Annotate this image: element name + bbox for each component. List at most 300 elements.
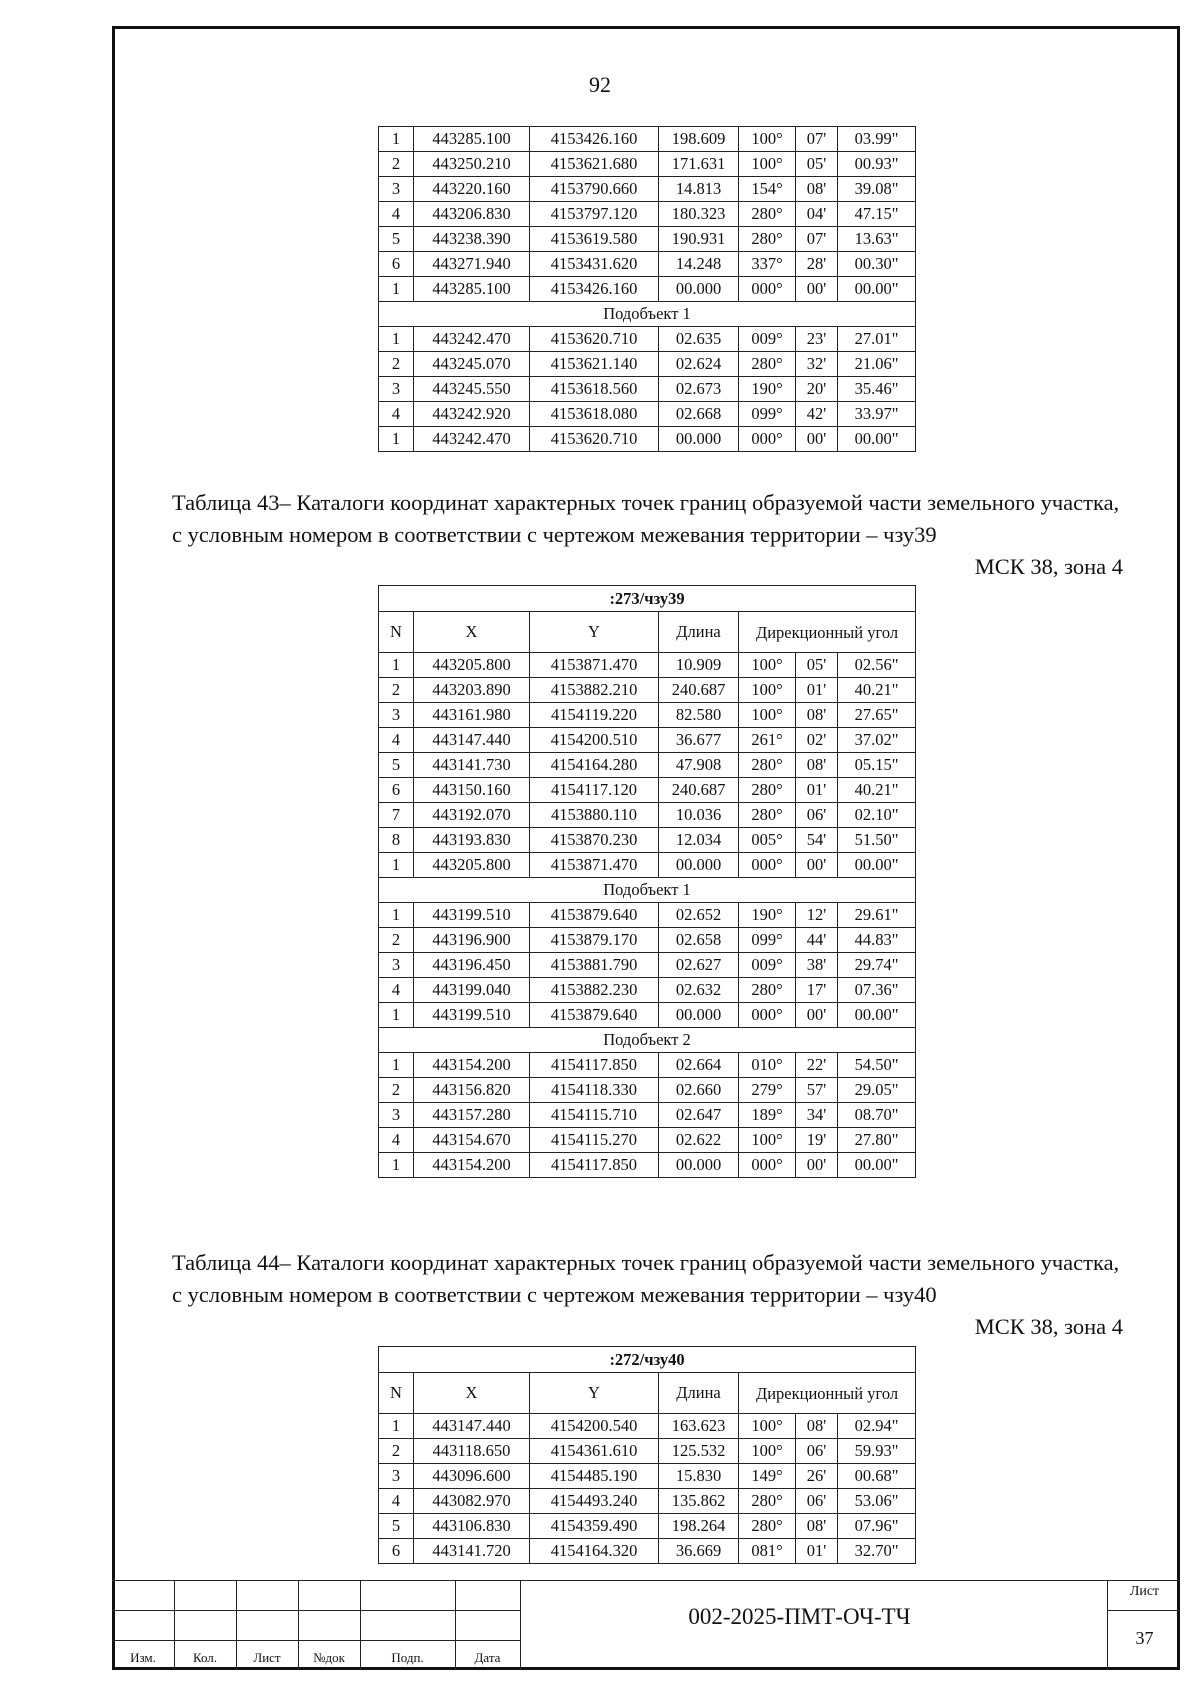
coord-y: 4153618.560	[530, 377, 659, 402]
coordinate-system-label: МСК 38, зона 4	[974, 1314, 1123, 1339]
point-number: 1	[379, 1053, 414, 1078]
subobject-row	[379, 302, 916, 327]
angle-degrees: 337°	[739, 252, 796, 277]
angle-degrees: 100°	[739, 1414, 796, 1439]
point-number: 8	[379, 828, 414, 853]
angle-seconds: 40.21"	[838, 678, 916, 703]
divider	[520, 1580, 521, 1670]
angle-seconds: 00.00"	[838, 427, 916, 452]
length: 00.000	[659, 1003, 739, 1028]
angle-degrees: 189°	[739, 1103, 796, 1128]
coord-y: 4153870.230	[530, 828, 659, 853]
angle-seconds: 40.21"	[838, 778, 916, 803]
coord-y: 4153619.580	[530, 227, 659, 252]
angle-minutes: 44'	[796, 928, 838, 953]
table-row	[379, 803, 916, 828]
angle-seconds: 29.74"	[838, 953, 916, 978]
coord-x: 443205.800	[414, 653, 530, 678]
point-number: 1	[379, 1003, 414, 1028]
angle-seconds: 29.05"	[838, 1078, 916, 1103]
header-y: Y	[530, 1373, 659, 1414]
angle-degrees: 100°	[739, 1439, 796, 1464]
angle-minutes: 54'	[796, 828, 838, 853]
angle-seconds: 03.99"	[838, 127, 916, 152]
coord-x: 443118.650	[414, 1439, 530, 1464]
angle-degrees: 000°	[739, 853, 796, 878]
divider	[1107, 1610, 1180, 1611]
coord-x: 443199.510	[414, 1003, 530, 1028]
table-row	[379, 1414, 916, 1439]
table-row	[379, 1053, 916, 1078]
coord-y: 4154200.540	[530, 1414, 659, 1439]
angle-seconds: 27.80"	[838, 1128, 916, 1153]
coord-y: 4153882.210	[530, 678, 659, 703]
coord-x: 443154.670	[414, 1128, 530, 1153]
angle-minutes: 00'	[796, 427, 838, 452]
divider	[112, 1580, 1180, 1581]
table-43	[378, 585, 916, 1178]
coord-y: 4154117.850	[530, 1053, 659, 1078]
angle-seconds: 00.00"	[838, 277, 916, 302]
coord-y: 4153879.640	[530, 903, 659, 928]
point-number: 1	[379, 903, 414, 928]
coord-y: 4154119.220	[530, 703, 659, 728]
length: 12.034	[659, 828, 739, 853]
angle-minutes: 08'	[796, 703, 838, 728]
angle-minutes: 08'	[796, 1414, 838, 1439]
coord-y: 4154493.240	[530, 1489, 659, 1514]
length: 198.609	[659, 127, 739, 152]
length: 02.660	[659, 1078, 739, 1103]
angle-minutes: 05'	[796, 152, 838, 177]
table-row	[379, 828, 916, 853]
divider	[1107, 1580, 1108, 1670]
coord-y: 4153882.230	[530, 978, 659, 1003]
point-number: 7	[379, 803, 414, 828]
coord-x: 443096.600	[414, 1464, 530, 1489]
angle-degrees: 000°	[739, 1003, 796, 1028]
coord-x: 443147.440	[414, 1414, 530, 1439]
angle-seconds: 59.93"	[838, 1439, 916, 1464]
angle-degrees: 099°	[739, 928, 796, 953]
angle-minutes: 23'	[796, 327, 838, 352]
point-number: 1	[379, 853, 414, 878]
point-number: 5	[379, 227, 414, 252]
header-n: N	[379, 1373, 414, 1414]
coord-x: 443220.160	[414, 177, 530, 202]
point-number: 1	[379, 1153, 414, 1178]
angle-seconds: 00.93"	[838, 152, 916, 177]
length: 10.909	[659, 653, 739, 678]
header-y: Y	[530, 612, 659, 653]
table-44	[378, 1346, 916, 1564]
angle-minutes: 08'	[796, 177, 838, 202]
angle-seconds: 21.06"	[838, 352, 916, 377]
coord-x: 443245.550	[414, 377, 530, 402]
angle-degrees: 280°	[739, 778, 796, 803]
table-row	[379, 152, 916, 177]
sheet-number: 37	[1135, 1628, 1154, 1648]
table-row	[379, 402, 916, 427]
length: 02.627	[659, 953, 739, 978]
coord-x: 443082.970	[414, 1489, 530, 1514]
coord-x: 443203.890	[414, 678, 530, 703]
length: 02.658	[659, 928, 739, 953]
table-row	[379, 978, 916, 1003]
caption-text: Таблица 44– Каталоги координат характерных точек границ образуемой части земельного участка, с условным номером в соответствии с чертежом межевания территории – чзу40	[172, 1250, 1120, 1307]
angle-minutes: 22'	[796, 1053, 838, 1078]
angle-minutes: 00'	[796, 1153, 838, 1178]
coord-x: 443192.070	[414, 803, 530, 828]
angle-seconds: 33.97"	[838, 402, 916, 427]
point-number: 3	[379, 1464, 414, 1489]
point-number: 3	[379, 1103, 414, 1128]
point-number: 1	[379, 127, 414, 152]
angle-degrees: 100°	[739, 1128, 796, 1153]
point-number: 1	[379, 277, 414, 302]
angle-seconds: 02.94"	[838, 1414, 916, 1439]
coord-x: 443154.200	[414, 1153, 530, 1178]
length: 180.323	[659, 202, 739, 227]
header-direction-angle: Дирекционный угол	[739, 612, 916, 653]
angle-seconds: 00.00"	[838, 1153, 916, 1178]
angle-seconds: 08.70"	[838, 1103, 916, 1128]
point-number: 2	[379, 678, 414, 703]
stamp-label-kol: Кол.	[192, 1650, 218, 1665]
header-n: N	[379, 612, 414, 653]
table-row	[379, 202, 916, 227]
table-row	[379, 1103, 916, 1128]
table-row	[379, 1003, 916, 1028]
coord-x: 443285.100	[414, 277, 530, 302]
table-43-caption	[172, 487, 1123, 583]
angle-minutes: 00'	[796, 853, 838, 878]
length: 00.000	[659, 427, 739, 452]
point-number: 4	[379, 1128, 414, 1153]
table-row	[379, 1128, 916, 1153]
angle-seconds: 13.63"	[838, 227, 916, 252]
coord-y: 4154118.330	[530, 1078, 659, 1103]
length: 02.652	[659, 903, 739, 928]
coord-x: 443193.830	[414, 828, 530, 853]
angle-seconds: 54.50"	[838, 1053, 916, 1078]
coord-x: 443242.920	[414, 402, 530, 427]
point-number: 3	[379, 377, 414, 402]
length: 240.687	[659, 678, 739, 703]
table-row	[379, 377, 916, 402]
angle-seconds: 07.36"	[838, 978, 916, 1003]
coord-y: 4153426.160	[530, 277, 659, 302]
table-row	[379, 1539, 916, 1564]
angle-seconds: 44.83"	[838, 928, 916, 953]
coord-y: 4154117.850	[530, 1153, 659, 1178]
length: 02.622	[659, 1128, 739, 1153]
point-number: 3	[379, 177, 414, 202]
length: 47.908	[659, 753, 739, 778]
angle-degrees: 100°	[739, 653, 796, 678]
header-length: Длина	[659, 612, 739, 653]
coord-x: 443242.470	[414, 427, 530, 452]
coord-y: 4153879.170	[530, 928, 659, 953]
subobject-label: Подобъект 1	[379, 302, 916, 327]
coordinates-table-continued	[378, 126, 916, 452]
angle-seconds: 00.68"	[838, 1464, 916, 1489]
table-row	[379, 352, 916, 377]
coord-y: 4154117.120	[530, 778, 659, 803]
point-number: 1	[379, 327, 414, 352]
length: 82.580	[659, 703, 739, 728]
angle-degrees: 261°	[739, 728, 796, 753]
angle-minutes: 12'	[796, 903, 838, 928]
table-row	[379, 177, 916, 202]
point-number: 4	[379, 728, 414, 753]
table-row	[379, 1153, 916, 1178]
angle-seconds: 05.15"	[838, 753, 916, 778]
point-number: 4	[379, 202, 414, 227]
length: 02.664	[659, 1053, 739, 1078]
angle-degrees: 100°	[739, 678, 796, 703]
subobject-row	[379, 1028, 916, 1053]
length: 163.623	[659, 1414, 739, 1439]
angle-degrees: 154°	[739, 177, 796, 202]
coord-x: 443154.200	[414, 1053, 530, 1078]
coord-y: 4153871.470	[530, 653, 659, 678]
table-row	[379, 753, 916, 778]
length: 36.669	[659, 1539, 739, 1564]
angle-degrees: 100°	[739, 152, 796, 177]
angle-seconds: 37.02"	[838, 728, 916, 753]
table-row	[379, 127, 916, 152]
angle-minutes: 42'	[796, 402, 838, 427]
table-row	[379, 953, 916, 978]
caption-text: Таблица 43– Каталоги координат характерных точек границ образуемой части земельного участка, с условным номером в соответствии с чертежом межевания территории – чзу39	[172, 490, 1120, 547]
coord-y: 4154164.280	[530, 753, 659, 778]
point-number: 2	[379, 152, 414, 177]
coord-y: 4154359.490	[530, 1514, 659, 1539]
angle-degrees: 149°	[739, 1464, 796, 1489]
angle-minutes: 06'	[796, 1489, 838, 1514]
angle-minutes: 01'	[796, 1539, 838, 1564]
point-number: 2	[379, 1078, 414, 1103]
coord-y: 4153621.680	[530, 152, 659, 177]
length: 135.862	[659, 1489, 739, 1514]
length: 36.677	[659, 728, 739, 753]
coord-x: 443150.160	[414, 778, 530, 803]
coord-y: 4154115.710	[530, 1103, 659, 1128]
angle-seconds: 53.06"	[838, 1489, 916, 1514]
angle-degrees: 280°	[739, 202, 796, 227]
coord-x: 443141.720	[414, 1539, 530, 1564]
table-row	[379, 1078, 916, 1103]
angle-seconds: 27.01"	[838, 327, 916, 352]
table-title: :272/чзу40	[379, 1347, 916, 1373]
coord-y: 4153881.790	[530, 953, 659, 978]
angle-degrees: 081°	[739, 1539, 796, 1564]
angle-degrees: 279°	[739, 1078, 796, 1103]
angle-seconds: 39.08"	[838, 177, 916, 202]
angle-seconds: 29.61"	[838, 903, 916, 928]
angle-degrees: 280°	[739, 978, 796, 1003]
table-row	[379, 1464, 916, 1489]
table-44-caption	[172, 1247, 1123, 1343]
coord-x: 443196.900	[414, 928, 530, 953]
point-number: 6	[379, 1539, 414, 1564]
length: 02.635	[659, 327, 739, 352]
length: 02.668	[659, 402, 739, 427]
title-block	[112, 1580, 1180, 1670]
angle-degrees: 280°	[739, 1489, 796, 1514]
coord-x: 443250.210	[414, 152, 530, 177]
coord-y: 4153790.660	[530, 177, 659, 202]
coord-x: 443242.470	[414, 327, 530, 352]
coord-x: 443141.730	[414, 753, 530, 778]
header-x: X	[414, 1373, 530, 1414]
stamp-label-podp: Подп.	[391, 1650, 424, 1665]
point-number: 4	[379, 1489, 414, 1514]
table-row	[379, 227, 916, 252]
page-number: 92	[589, 72, 611, 97]
angle-seconds: 27.65"	[838, 703, 916, 728]
angle-seconds: 00.00"	[838, 1003, 916, 1028]
length: 10.036	[659, 803, 739, 828]
length: 15.830	[659, 1464, 739, 1489]
angle-degrees: 280°	[739, 227, 796, 252]
coordinate-system-label: МСК 38, зона 4	[974, 554, 1123, 579]
angle-seconds: 00.30"	[838, 252, 916, 277]
angle-degrees: 190°	[739, 903, 796, 928]
point-number: 4	[379, 978, 414, 1003]
stamp-label-data: Дата	[474, 1650, 501, 1665]
table-row	[379, 928, 916, 953]
angle-minutes: 57'	[796, 1078, 838, 1103]
coord-y: 4153431.620	[530, 252, 659, 277]
angle-minutes: 32'	[796, 352, 838, 377]
angle-minutes: 38'	[796, 953, 838, 978]
length: 14.248	[659, 252, 739, 277]
coord-y: 4153879.640	[530, 1003, 659, 1028]
point-number: 1	[379, 1414, 414, 1439]
angle-minutes: 04'	[796, 202, 838, 227]
angle-minutes: 20'	[796, 377, 838, 402]
angle-degrees: 190°	[739, 377, 796, 402]
angle-minutes: 08'	[796, 1514, 838, 1539]
length: 02.647	[659, 1103, 739, 1128]
angle-degrees: 280°	[739, 803, 796, 828]
angle-minutes: 34'	[796, 1103, 838, 1128]
length: 00.000	[659, 853, 739, 878]
table-row	[379, 277, 916, 302]
angle-degrees: 009°	[739, 953, 796, 978]
coord-x: 443271.940	[414, 252, 530, 277]
coord-x: 443285.100	[414, 127, 530, 152]
coord-x: 443205.800	[414, 853, 530, 878]
angle-minutes: 08'	[796, 753, 838, 778]
coord-y: 4153621.140	[530, 352, 659, 377]
length: 02.673	[659, 377, 739, 402]
angle-degrees: 100°	[739, 127, 796, 152]
point-number: 5	[379, 1514, 414, 1539]
length: 240.687	[659, 778, 739, 803]
coord-x: 443238.390	[414, 227, 530, 252]
table-row	[379, 1439, 916, 1464]
angle-seconds: 02.56"	[838, 653, 916, 678]
point-number: 2	[379, 1439, 414, 1464]
table-row	[379, 327, 916, 352]
coord-y: 4153620.710	[530, 427, 659, 452]
table-row	[379, 903, 916, 928]
coord-y: 4154485.190	[530, 1464, 659, 1489]
angle-minutes: 07'	[796, 127, 838, 152]
angle-minutes: 00'	[796, 277, 838, 302]
point-number: 3	[379, 953, 414, 978]
length: 14.813	[659, 177, 739, 202]
table-row	[379, 728, 916, 753]
header-x: X	[414, 612, 530, 653]
table-row	[379, 1489, 916, 1514]
table-row	[379, 778, 916, 803]
coord-y: 4153618.080	[530, 402, 659, 427]
header-length: Длина	[659, 1373, 739, 1414]
angle-minutes: 26'	[796, 1464, 838, 1489]
subobject-label: Подобъект 1	[379, 878, 916, 903]
length: 125.532	[659, 1439, 739, 1464]
table-title: :273/чзу39	[379, 586, 916, 612]
length: 00.000	[659, 1153, 739, 1178]
subobject-label: Подобъект 2	[379, 1028, 916, 1053]
angle-seconds: 02.10"	[838, 803, 916, 828]
point-number: 2	[379, 928, 414, 953]
length: 190.931	[659, 227, 739, 252]
angle-minutes: 28'	[796, 252, 838, 277]
coord-y: 4154361.610	[530, 1439, 659, 1464]
coord-y: 4153871.470	[530, 853, 659, 878]
point-number: 3	[379, 703, 414, 728]
angle-degrees: 009°	[739, 327, 796, 352]
stamp-label-list: Лист	[253, 1650, 281, 1665]
coord-y: 4153620.710	[530, 327, 659, 352]
subobject-row	[379, 878, 916, 903]
angle-minutes: 19'	[796, 1128, 838, 1153]
header-direction-angle: Дирекционный угол	[739, 1373, 916, 1414]
point-number: 1	[379, 653, 414, 678]
angle-minutes: 01'	[796, 778, 838, 803]
angle-seconds: 51.50"	[838, 828, 916, 853]
angle-minutes: 17'	[796, 978, 838, 1003]
coord-x: 443106.830	[414, 1514, 530, 1539]
angle-degrees: 000°	[739, 427, 796, 452]
angle-degrees: 000°	[739, 1153, 796, 1178]
angle-minutes: 05'	[796, 653, 838, 678]
point-number: 6	[379, 778, 414, 803]
angle-seconds: 00.00"	[838, 853, 916, 878]
point-number: 5	[379, 753, 414, 778]
length: 171.631	[659, 152, 739, 177]
angle-degrees: 280°	[739, 753, 796, 778]
stamp-label-ndok: №док	[313, 1650, 345, 1665]
table-row	[379, 678, 916, 703]
coord-x: 443161.980	[414, 703, 530, 728]
angle-minutes: 07'	[796, 227, 838, 252]
length: 02.624	[659, 352, 739, 377]
angle-degrees: 005°	[739, 828, 796, 853]
angle-minutes: 00'	[796, 1003, 838, 1028]
point-number: 6	[379, 252, 414, 277]
angle-degrees: 010°	[739, 1053, 796, 1078]
table-row	[379, 427, 916, 452]
coord-y: 4153797.120	[530, 202, 659, 227]
point-number: 1	[379, 427, 414, 452]
angle-degrees: 099°	[739, 402, 796, 427]
